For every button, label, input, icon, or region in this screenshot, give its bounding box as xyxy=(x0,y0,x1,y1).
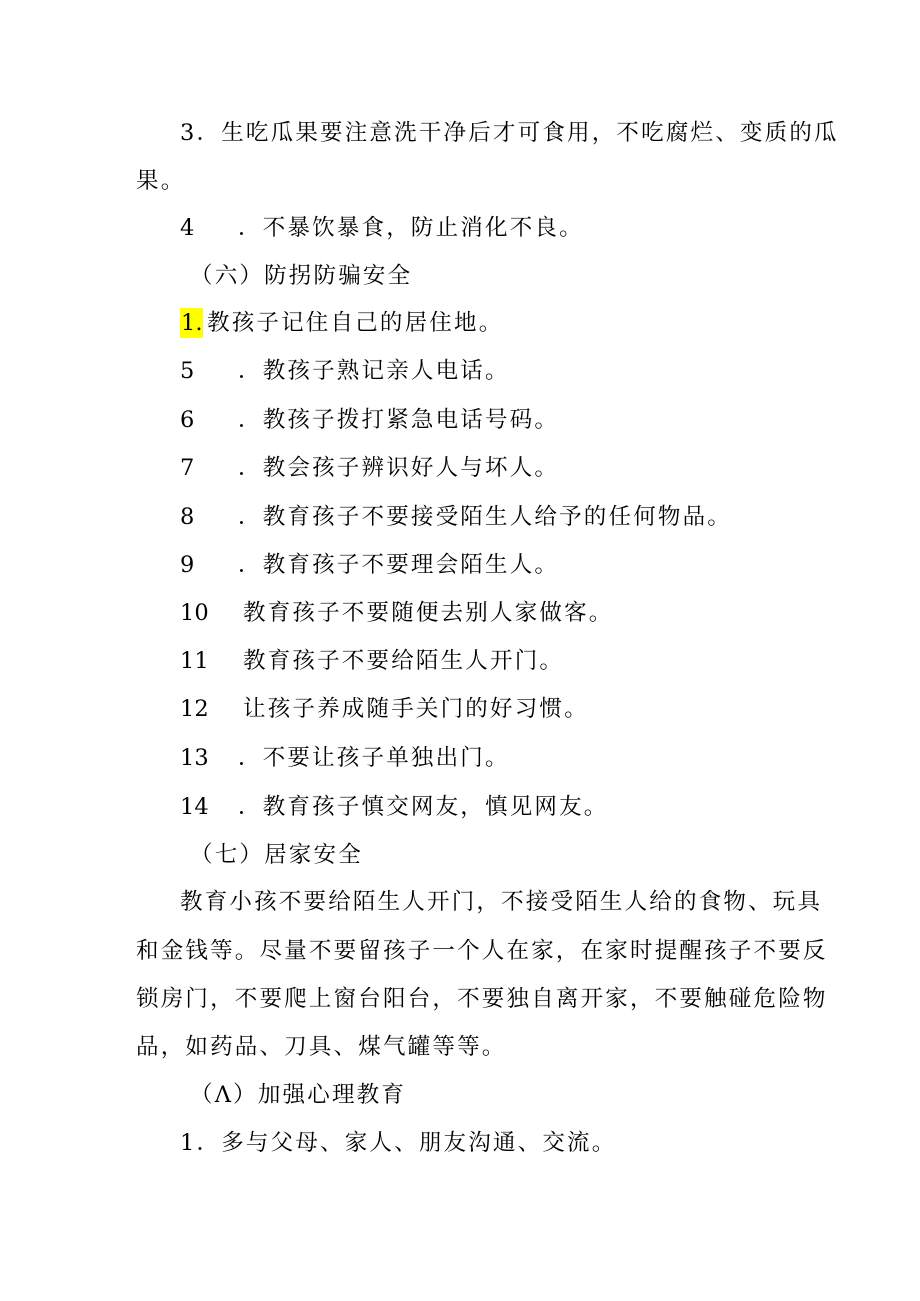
s6-item-5-number: 5 xyxy=(180,358,195,384)
item-3-line-1: 3．生吃瓜果要注意洗干净后才可食用，不吃腐烂、变质的瓜 xyxy=(180,120,839,146)
s6-item-9-text: ．教育孩子不要理会陌生人。 xyxy=(238,552,560,578)
item-3-line-2: 果。 xyxy=(136,168,186,194)
s6-item-1-number xyxy=(180,308,203,338)
s6-item-13-text: ．不要让孩子单独出门。 xyxy=(238,745,510,771)
s6-item-12-number: 12 xyxy=(180,696,209,722)
s6-item-6-text: ．教孩子拨打紧急电话号码。 xyxy=(238,407,560,433)
s6-item-7-number: 7 xyxy=(180,455,195,481)
s6-item-5-text: ．教孩子熟记亲人电话。 xyxy=(238,358,510,384)
s6-item-11-number: 11 xyxy=(180,648,209,674)
s6-item-11-text: 教育孩子不要给陌生人开门。 xyxy=(243,648,565,674)
s6-item-10-text: 教育孩子不要随便去别人家做客。 xyxy=(243,600,614,626)
s6-item-9-number: 9 xyxy=(180,552,195,578)
section-7-paragraph-line-1: 教育小孩不要给陌生人开门，不接受陌生人给的食物、玩具 xyxy=(180,889,823,915)
section-8-item-1: 1．多与父母、家人、朋友沟通、交流。 xyxy=(180,1130,617,1156)
item-4-text: ．不暴饮暴食，防止消化不良。 xyxy=(238,215,584,241)
section-7-paragraph-line-3: 锁房门，不要爬上窗台阳台，不要独自离开家，不要触碰危险物 xyxy=(136,986,828,1012)
s6-item-14-text: ．教育孩子慎交网友，慎见网友。 xyxy=(238,794,609,820)
s6-item-14-number: 14 xyxy=(180,794,209,820)
section-7-paragraph-line-4: 品，如药品、刀具、煤气罐等等。 xyxy=(136,1034,507,1060)
s6-item-6-number: 6 xyxy=(180,407,195,433)
section-6-heading: （六）防拐防骗安全 xyxy=(190,263,413,289)
section-7-paragraph-line-2: 和金钱等。尽量不要留孩子一个人在家，在家时提醒孩子不要反 xyxy=(136,938,828,964)
s6-item-8-number: 8 xyxy=(180,504,195,530)
highlight-mark: 1. xyxy=(181,310,203,336)
s6-item-13-number: 13 xyxy=(180,745,209,771)
s6-item-10-number: 10 xyxy=(180,600,209,626)
item-4-number: 4 xyxy=(180,215,195,241)
section-7-heading: （七）居家安全 xyxy=(190,842,363,868)
section-8-heading: （Λ）加强心理教育 xyxy=(190,1082,407,1108)
s6-item-1-text: 教孩子记住自己的居住地。 xyxy=(207,310,504,336)
s6-item-7-text: ．教会孩子辨识好人与坏人。 xyxy=(238,455,560,481)
s6-item-8-text: ．教育孩子不要接受陌生人给予的任何物品。 xyxy=(238,504,733,530)
s6-item-12-text: 让孩子养成随手关门的好习惯。 xyxy=(243,696,589,722)
